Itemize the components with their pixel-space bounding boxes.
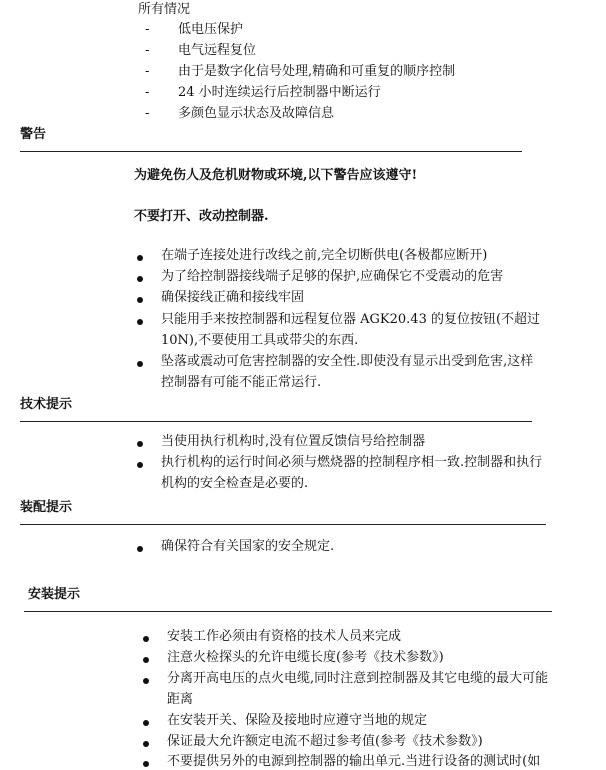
warning-bullet-continuation: 10N),不要使用工具或带尖的东西. xyxy=(161,333,359,348)
bullet-icon xyxy=(137,361,143,367)
assembly-bullet: 确保符合有关国家的安全规定. xyxy=(161,539,335,554)
intro-item: 电气远程复位 xyxy=(178,43,257,58)
tech-heading: 技术提示 xyxy=(20,397,73,412)
dash-marker: - xyxy=(145,106,150,121)
bullet-icon xyxy=(143,678,149,684)
dash-marker: - xyxy=(145,43,150,58)
dash-marker: - xyxy=(145,64,150,79)
install-heading: 安装提示 xyxy=(28,587,81,602)
install-bullet: 注意火检探头的允许电缆长度(参考《技术参数》) xyxy=(167,650,444,665)
install-bullet: 在安装开关、保险及接地时应遵守当地的规定 xyxy=(167,713,428,728)
bullet-icon xyxy=(137,276,143,282)
tech-bullet-continuation: 机构的安全检查是必要的. xyxy=(161,476,309,491)
section-divider xyxy=(20,524,546,525)
warning-line-2: 不要打开、改动控制器. xyxy=(134,209,269,224)
section-divider xyxy=(20,421,532,422)
warning-bullet: 确保接线正确和接线牢固 xyxy=(161,290,305,305)
dash-marker: - xyxy=(145,85,150,100)
bullet-icon xyxy=(137,441,143,447)
tech-bullet: 执行机构的运行时间必须与燃烧器的控制程序相一致.控制器和执行 xyxy=(161,455,543,470)
assembly-heading: 装配提示 xyxy=(20,500,73,515)
bullet-icon xyxy=(143,761,149,767)
intro-title: 所有情况 xyxy=(138,2,191,17)
install-bullet: 保证最大允许额定电流不超过参考值(参考《技术参数》) xyxy=(167,734,483,749)
bullet-icon xyxy=(137,297,143,303)
bullet-icon xyxy=(137,255,143,261)
warning-line-1: 为避免伤人及危机财物或环境,以下警告应该遵守! xyxy=(134,168,418,183)
section-divider xyxy=(24,611,552,612)
bullet-icon xyxy=(143,720,149,726)
bullet-icon xyxy=(137,319,143,325)
warning-bullet: 坠落或震动可危害控制器的安全性.即使没有显示出受到危害,这样 xyxy=(161,354,534,369)
intro-item: 24 小时连续运行后控制器中断运行 xyxy=(178,85,381,100)
bullet-icon xyxy=(143,636,149,642)
install-bullet: 分离开高电压的点火电缆,同时注意到控制器及其它电缆的最大可能 xyxy=(167,671,549,686)
bullet-icon xyxy=(137,546,143,552)
bullet-icon xyxy=(137,462,143,468)
warning-bullet: 为了给控制器接线端子足够的保护,应确保它不受震动的危害 xyxy=(161,269,504,284)
dash-marker: - xyxy=(145,22,150,37)
bullet-icon xyxy=(143,741,149,747)
warning-bullet: 在端子连接处进行改线之前,完全切断供电(各极都应断开) xyxy=(161,248,488,263)
warning-bullet: 只能用手来按控制器和远程复位器 AGK20.43 的复位按钮(不超过 xyxy=(161,312,541,327)
intro-item: 低电压保护 xyxy=(178,22,244,37)
install-bullet-continuation: 距离 xyxy=(167,692,194,707)
warning-heading: 警告 xyxy=(20,127,47,142)
intro-item: 由于是数字化信号处理,精确和可重复的顺序控制 xyxy=(178,64,456,79)
section-divider xyxy=(20,151,522,152)
warning-bullet-continuation: 控制器有可能不能正常运行. xyxy=(161,375,322,390)
intro-item: 多颜色显示状态及故障信息 xyxy=(178,106,335,121)
install-bullet: 安装工作必须由有资格的技术人员来完成 xyxy=(167,629,402,644)
install-bullet: 不要提供另外的电源到控制器的输出单元.当进行设备的测试时(如 xyxy=(167,754,541,769)
tech-bullet: 当使用执行机构时,没有位置反馈信号给控制器 xyxy=(161,434,426,449)
bullet-icon xyxy=(143,657,149,663)
